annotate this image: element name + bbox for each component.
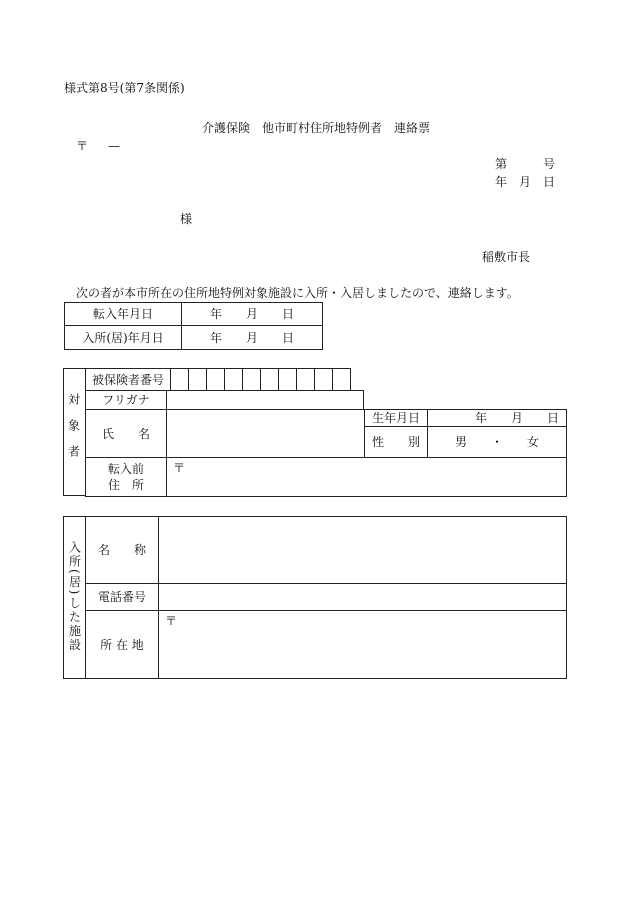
move-in-date-value[interactable]: 年 月 日 <box>182 303 323 326</box>
facility-address-label: 所 在 地 <box>86 611 159 679</box>
admission-date-label: 入所(居)年月日 <box>65 326 182 350</box>
gender-label: 性 別 <box>365 427 428 458</box>
facility-section-cell <box>64 517 86 679</box>
sender-name: 稲敷市長 <box>482 250 531 264</box>
facility-phone-label: 電話番号 <box>86 584 159 611</box>
previous-address-postal-mark: 〒 <box>173 461 186 475</box>
admission-date-value[interactable]: 年 月 日 <box>182 326 323 350</box>
name-label: 氏 名 <box>86 410 167 458</box>
facility-phone-field[interactable] <box>159 584 567 611</box>
subject-section-label: 対象者 <box>66 393 81 471</box>
insured-number-label: 被保険者番号 <box>86 369 171 391</box>
insured-number-digit[interactable] <box>333 369 351 391</box>
insured-number-digit[interactable] <box>171 369 189 391</box>
gender-value[interactable]: 男 ・ 女 <box>428 427 567 458</box>
insured-number-digit[interactable] <box>297 369 315 391</box>
birth-date-value[interactable]: 年 月 日 <box>428 410 567 427</box>
dates-table <box>64 302 323 350</box>
furigana-field[interactable] <box>167 391 364 410</box>
facility-address-field[interactable] <box>159 611 567 679</box>
facility-name-field[interactable] <box>159 517 567 584</box>
facility-name-label: 名 称 <box>86 517 159 584</box>
document-number: 第 号 <box>495 157 556 171</box>
insured-number-digit[interactable] <box>279 369 297 391</box>
previous-address-row <box>85 457 567 497</box>
furigana-label: フリガナ <box>86 391 167 410</box>
name-birth-gender <box>85 409 567 458</box>
insured-number-digit[interactable] <box>225 369 243 391</box>
postal-dash: — <box>108 139 120 153</box>
facility-section-label: 入所(居)した施設 <box>67 540 82 653</box>
move-in-date-label: 転入年月日 <box>65 303 182 326</box>
document-date: 年 月 日 <box>495 175 556 189</box>
birth-date-label: 生年月日 <box>365 410 428 427</box>
insured-number-digit[interactable] <box>243 369 261 391</box>
insured-number-row <box>85 368 351 391</box>
facility-address-postal-mark: 〒 <box>165 614 178 628</box>
insured-number-digit[interactable] <box>261 369 279 391</box>
insured-number-digit[interactable] <box>315 369 333 391</box>
addressee-suffix: 様 <box>180 212 193 226</box>
name-field[interactable] <box>167 410 365 458</box>
notice-text: 次の者が本市所在の住所地特例対象施設に入所・入居しましたので、連絡します。 <box>76 286 519 300</box>
facility-table <box>63 516 567 679</box>
previous-address-field[interactable] <box>167 458 567 497</box>
postal-mark: 〒 <box>76 139 89 153</box>
document-title: 介護保険 他市町村住所地特例者 連絡票 <box>202 121 431 135</box>
insured-number-digit[interactable] <box>207 369 225 391</box>
previous-address-label: 転入前 住 所 <box>86 458 167 497</box>
form-number: 様式第8号(第7条関係) <box>64 81 185 95</box>
furigana-row <box>85 390 364 410</box>
insured-number-digit[interactable] <box>189 369 207 391</box>
